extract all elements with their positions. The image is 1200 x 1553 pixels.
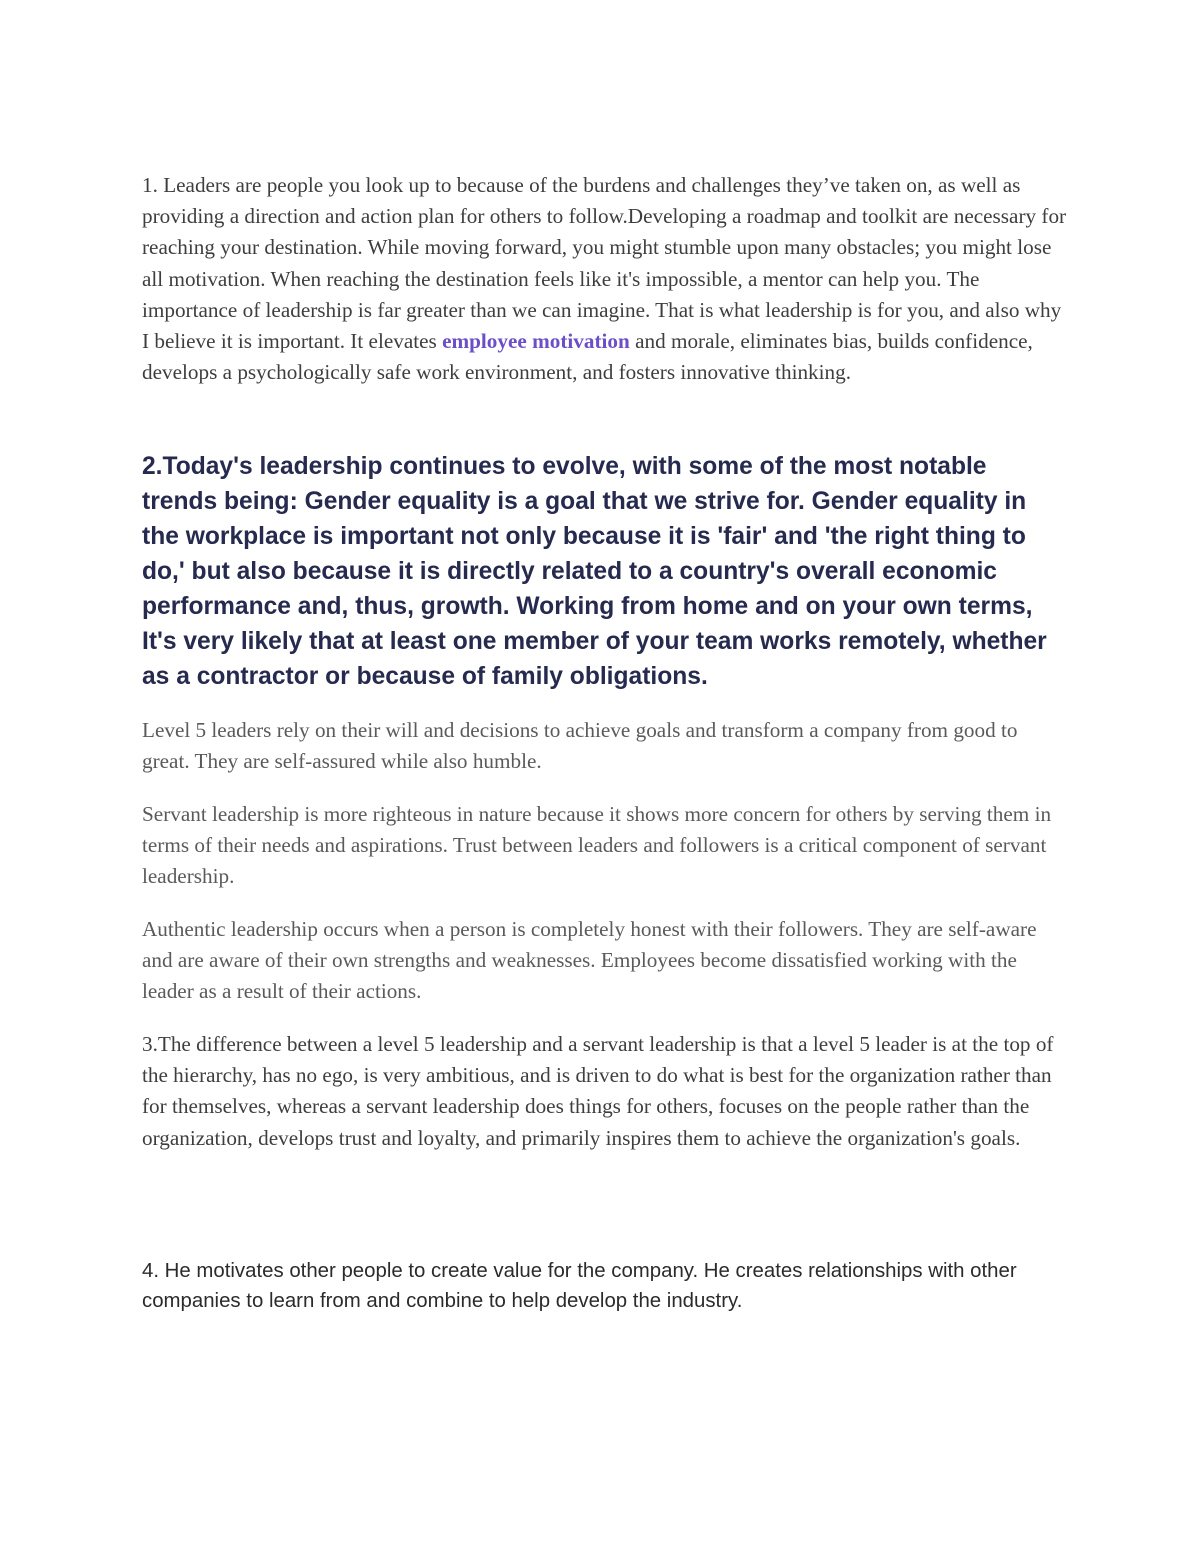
answer-1-paragraph [142,170,1067,388]
answer-2-heading: 2.Today's leadership continues to evolve, with some of the most notable trends being: Gender equality is a goal that we strive for. Gender equality in the workplace is important not only because it is 'fair' and 'the right thing to do,' but also because it is directly related to a country's overall economic performance and, thus, growth. Working from home and on your own terms, It's very likely that at least one member of your team works remotely, whether as a contractor or because of family obligations. [142,453,1047,690]
servant-leadership-paragraph: Servant leadership is more righteous in nature because it shows more concern for others by serving them in terms of their needs and aspirations. Trust between leaders and followers is a critical component of servant leadership. [142,802,1052,889]
answer-1-text-start: 1. Leaders are people you look up to because of the burdens and challenges they’ve taken on, as well as providing a direction and action plan for others to follow.Developing a roadmap and toolkit are necessary for reaching your destination. While moving forward, you might stumble upon many obstacles; you might lose all motivation. When reaching the destination feels like it's impossible, a mentor can help you. The importance of leadership is far greater than we can imagine. That is what leadership is for you, and also why I believe it is important. It elevates [142,173,1067,354]
authentic-leadership-paragraph: Authentic leadership occurs when a person is completely honest with their followers. They are self-aware and are aware of their own strengths and weaknesses. Employees become dissatisfied working with the leader as a result of their actions. [142,917,1037,1004]
employee-motivation-link[interactable]: employee motivation [442,329,630,354]
level-5-paragraph: Level 5 leaders rely on their will and decisions to achieve goals and transform a company from good to great. They are self-assured while also humble. [142,718,1018,774]
answer-1-text-end: and morale, eliminates bias, builds confidence, develops a psychologically safe work environment, and fosters innovative thinking. [142,329,1033,385]
answer-4-paragraph: 4. He motivates other people to create value for the company. He creates relationships with other companies to learn from and combine to help develop the industry. [142,1260,1017,1312]
answer-3-paragraph: 3.The difference between a level 5 leadership and a servant leadership is that a level 5 leader is at the top of the hierarchy, has no ego, is very ambitious, and is driven to do what is best for the organization rather than for themselves, whereas a servant leadership does things for others, focuses on the people rather than the organization, develops trust and loyalty, and primarily inspires them to achieve the organization's goals. [142,1032,1054,1150]
